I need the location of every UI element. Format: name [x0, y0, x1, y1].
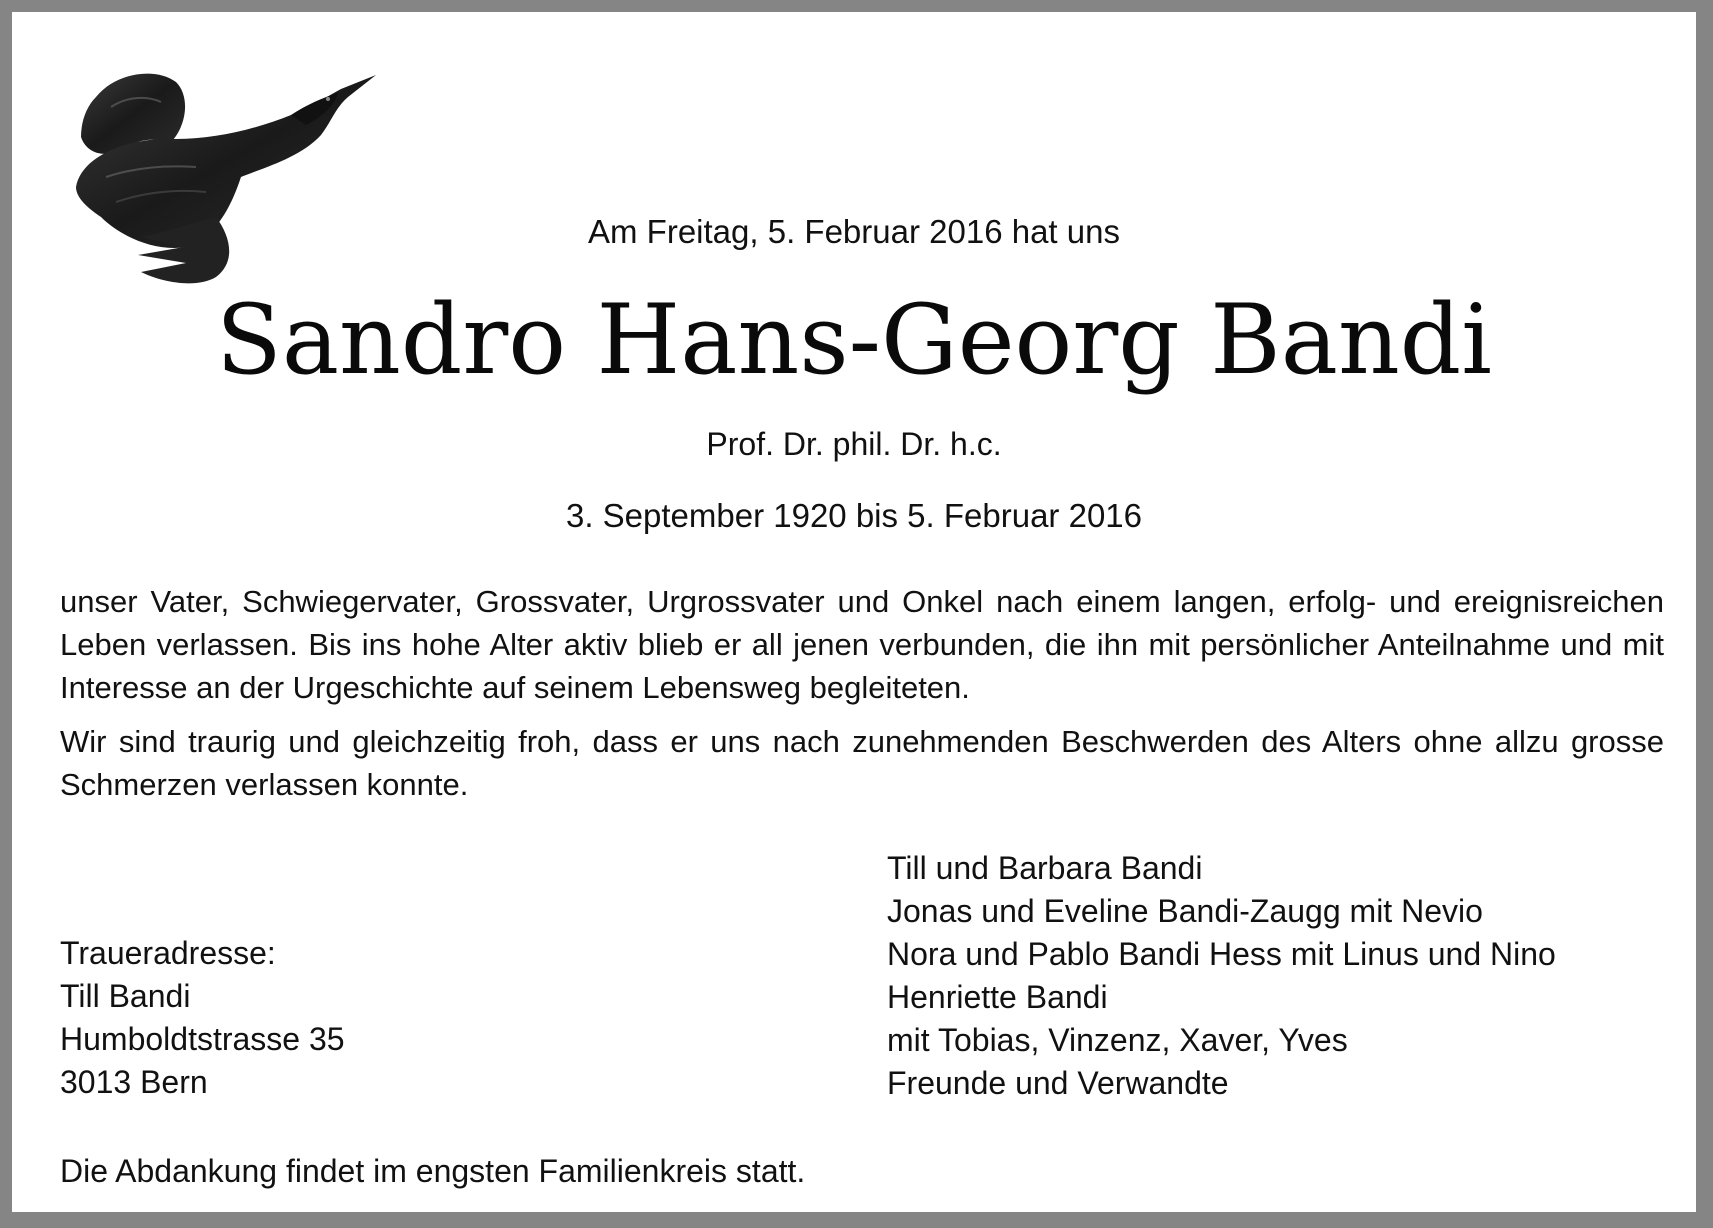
intro-text: Am Freitag, 5. Februar 2016 hat uns: [588, 213, 1120, 250]
academic-titles: Prof. Dr. phil. Dr. h.c.: [706, 426, 1002, 462]
family-member: mit Tobias, Vinzenz, Xaver, Yves: [887, 1022, 1348, 1058]
deceased-name: Sandro Hans-Georg Bandi: [216, 284, 1492, 396]
address-street: Humboldtstrasse 35: [60, 1021, 345, 1057]
obituary-page: [12, 12, 1696, 1212]
notice-paragraph: unser Vater, Schwiegervater, Grossvater, Urgrossvater und Onkel nach einem langen, erfolg- und ereignisreichen Leben verlassen. Bis ins hohe Alter aktiv blieb er all jenen verbunden, die ihn mit persönlicher Anteilnahme und mit Interesse an der Urgeschichte auf seinem Lebensweg begleiteten.: [60, 584, 1664, 705]
family-list: [887, 847, 1556, 1105]
family-member: Nora und Pablo Bandi Hess mit Linus und Nino: [887, 936, 1556, 972]
notice-body: [60, 580, 1664, 817]
notice-paragraph: Wir sind traurig und gleichzeitig froh, dass er uns nach zunehmenden Beschwerden des Alters ohne allzu grosse Schmerzen verlassen konnte.: [60, 724, 1664, 802]
address-city: 3013 Bern: [60, 1064, 208, 1100]
family-member: Till und Barbara Bandi: [887, 850, 1203, 886]
mourning-address: [60, 932, 345, 1104]
family-member: Henriette Bandi: [887, 979, 1108, 1015]
life-dates: 3. September 1920 bis 5. Februar 2016: [565, 497, 1143, 534]
family-member: Freunde und Verwandte: [887, 1065, 1229, 1101]
address-label: Traueradresse:: [60, 935, 276, 971]
family-member: Jonas und Eveline Bandi-Zaugg mit Nevio: [887, 893, 1483, 929]
address-name: Till Bandi: [60, 978, 191, 1014]
funeral-note: Die Abdankung findet im engsten Familienkreis statt.: [60, 1153, 806, 1189]
flying-bird-icon: [66, 67, 386, 297]
